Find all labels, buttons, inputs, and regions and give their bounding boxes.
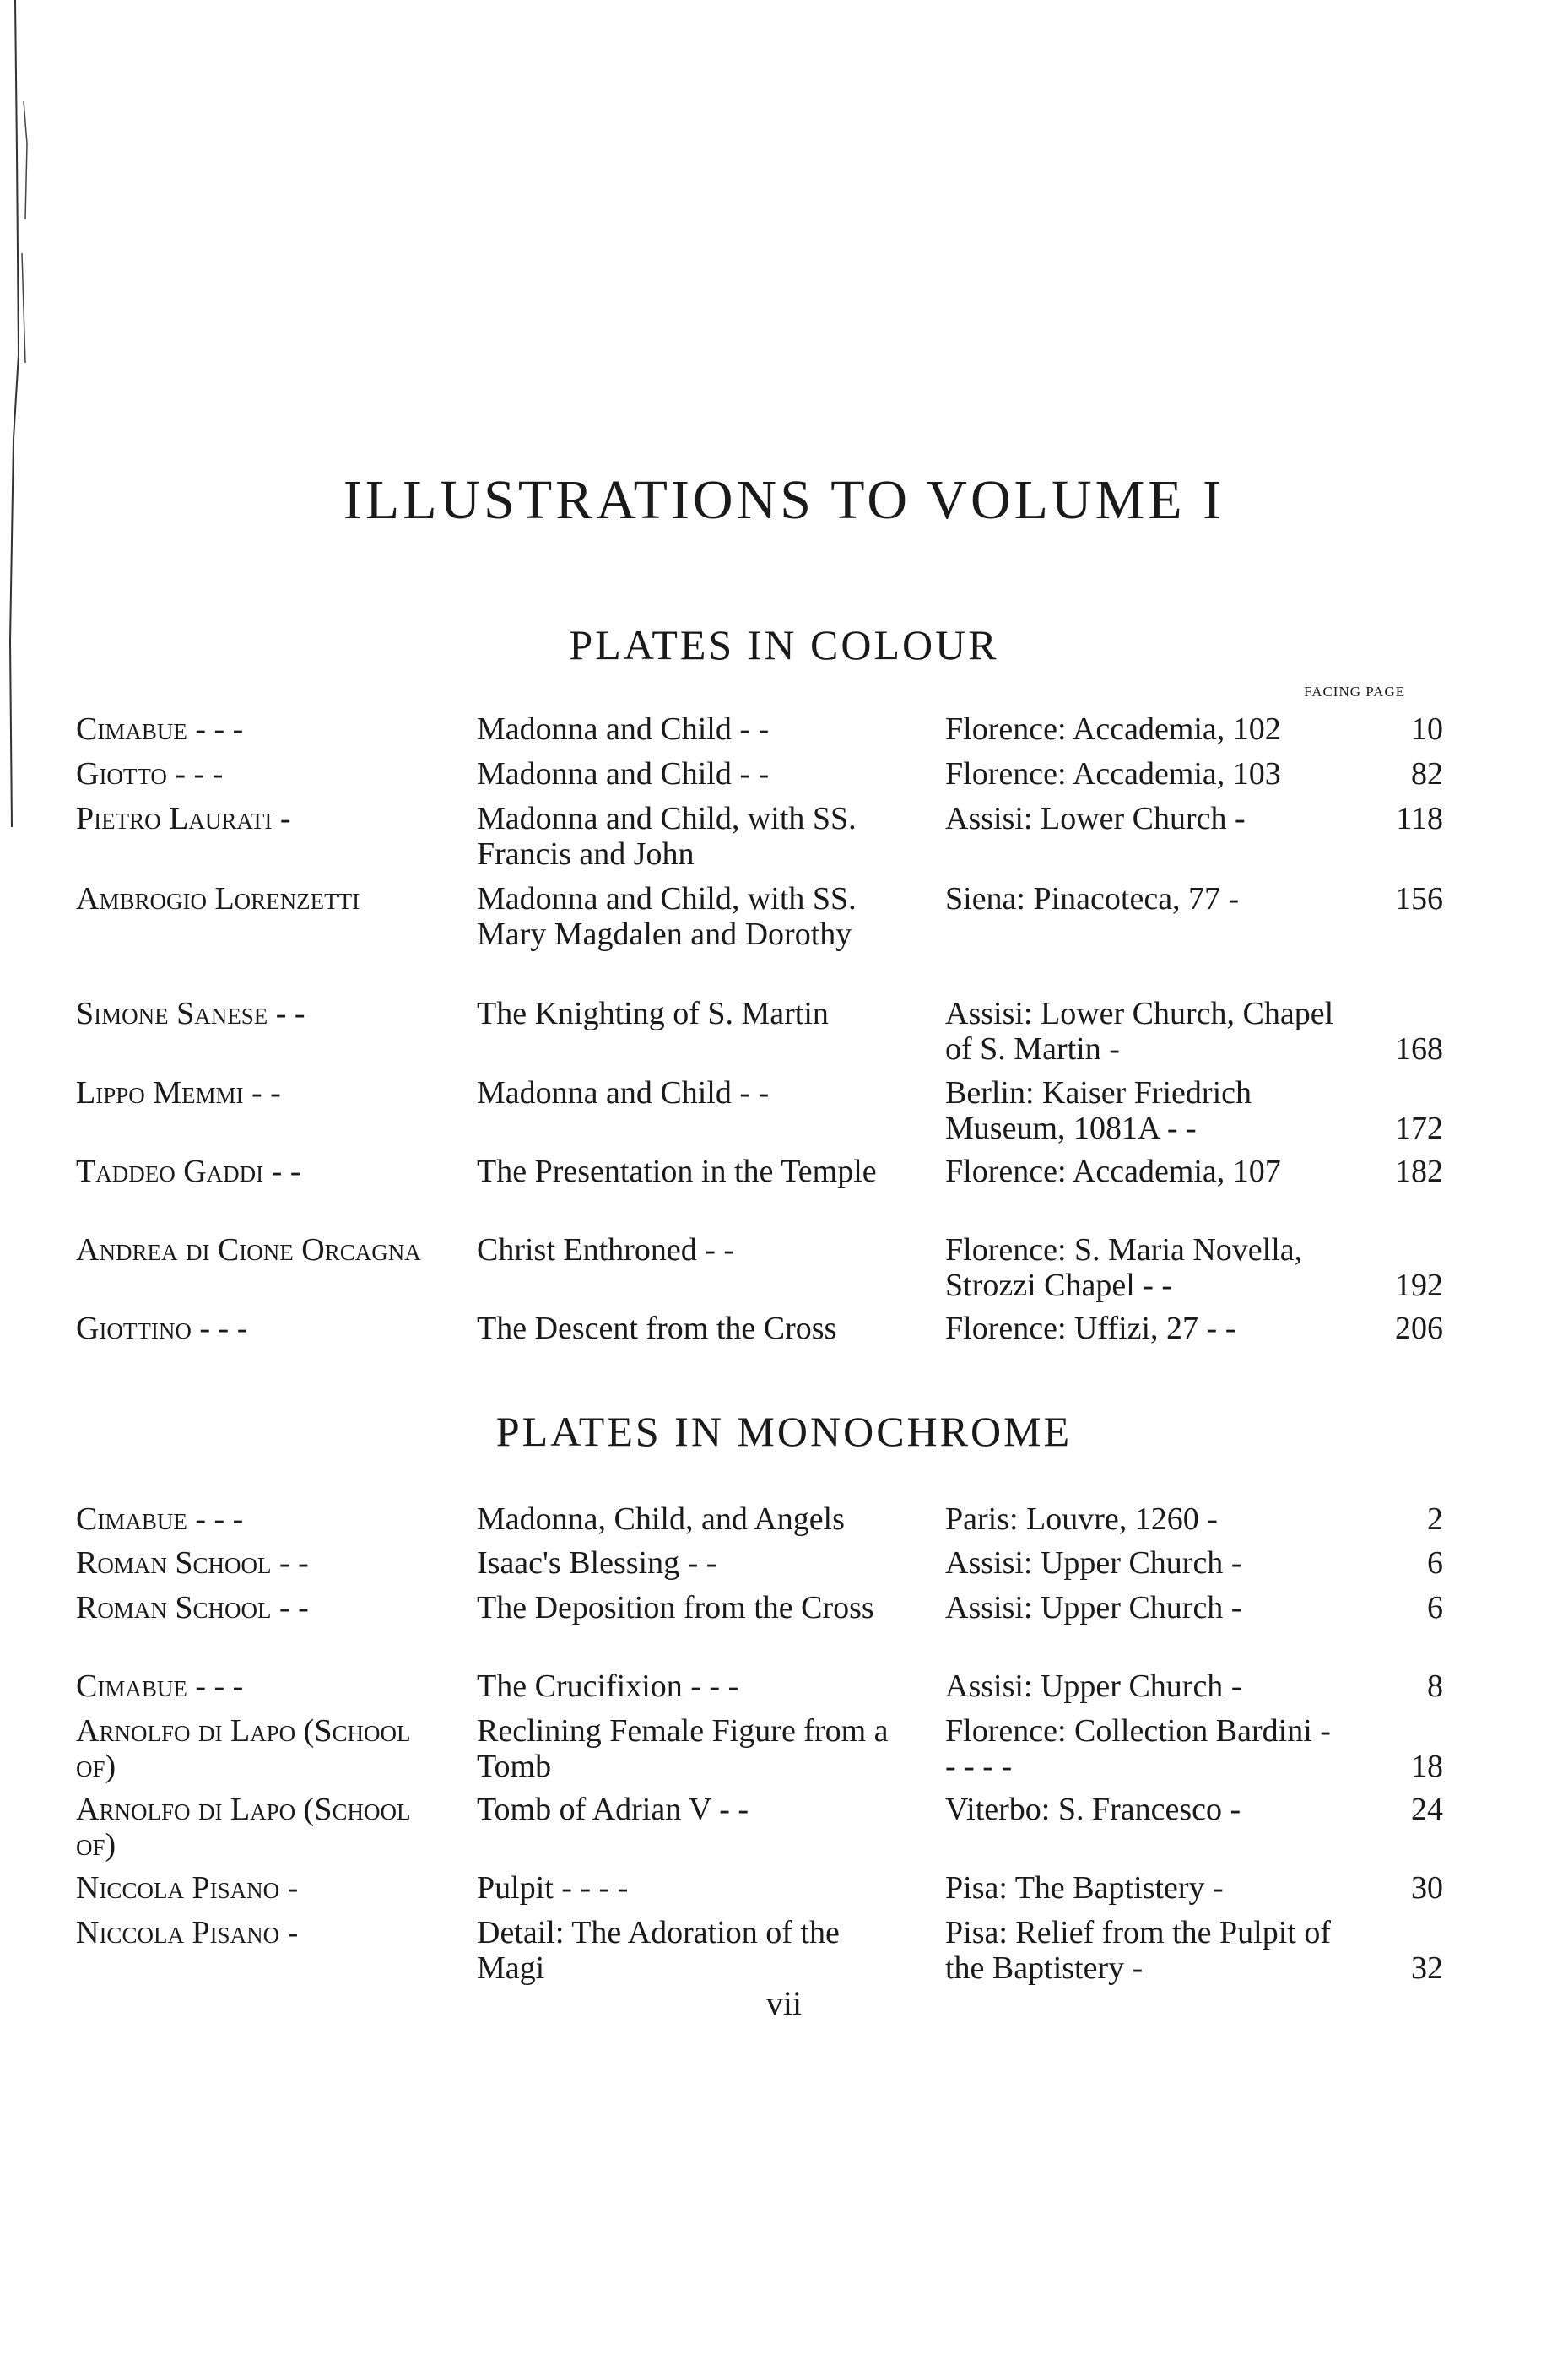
monochrome-section-heading: PLATES IN MONOCHROME — [495, 1408, 1073, 1455]
page-edge-marks — [0, 0, 51, 844]
artist-name: Niccola Pisano - — [76, 1870, 299, 1906]
plate-subject: Tomb of Adrian V - - — [477, 1792, 749, 1827]
artist-name: Giotto - - - — [76, 756, 224, 792]
page-number: 6 — [1427, 1545, 1443, 1581]
plate-location: Assisi: Lower Church - — [945, 801, 1246, 836]
plate-subject: Madonna and Child - - — [477, 1075, 770, 1111]
plate-location: Florence: Collection Bardini - - - - - — [945, 1713, 1331, 1784]
page-number: 32 — [1411, 1950, 1443, 1986]
plate-subject: The Presentation in the Temple — [477, 1154, 877, 1189]
artist-name: Giottino - - - — [76, 1311, 248, 1346]
plate-subject: Madonna and Child, with SS. Francis and John — [477, 801, 857, 872]
plate-location: Assisi: Upper Church - — [945, 1669, 1242, 1704]
plate-location: Berlin: Kaiser Friedrich Museum, 1081A - - — [945, 1075, 1252, 1146]
page-number: 168 — [1395, 1031, 1443, 1067]
page-number: 30 — [1411, 1870, 1443, 1906]
page-number: 10 — [1411, 711, 1443, 747]
plate-location: Florence: Uffizi, 27 - - — [945, 1311, 1236, 1346]
plate-location: Viterbo: S. Francesco - — [945, 1792, 1241, 1827]
artist-name: Taddeo Gaddi - - — [76, 1154, 301, 1189]
page-number: 182 — [1395, 1154, 1443, 1189]
plate-subject: Madonna and Child, with SS. Mary Magdalen and Dorothy — [477, 881, 857, 952]
plate-subject: Madonna and Child - - — [477, 711, 770, 747]
artist-name: Roman School - - — [76, 1545, 309, 1581]
plate-subject: Detail: The Adoration of the Magi — [477, 1915, 840, 1986]
facing-page-label: FACING PAGE — [1304, 684, 1406, 700]
page-number: 8 — [1427, 1669, 1443, 1704]
plate-location: Assisi: Upper Church - — [945, 1545, 1242, 1581]
plate-location: Florence: S. Maria Novella, Strozzi Chapel - - — [945, 1232, 1303, 1303]
plate-subject: Christ Enthroned - - — [477, 1232, 735, 1268]
page-number: 192 — [1395, 1268, 1443, 1303]
artist-name: Ambrogio Lorenzetti — [76, 881, 360, 917]
plate-subject: Pulpit - - - - — [477, 1870, 629, 1906]
artist-name: Cimabue - - - — [76, 711, 244, 747]
artist-name: Cimabue - - - — [76, 1669, 244, 1704]
artist-name: Roman School - - — [76, 1590, 309, 1625]
page-number: 206 — [1395, 1311, 1443, 1346]
page-number: 24 — [1411, 1792, 1443, 1827]
page-number: 18 — [1411, 1749, 1443, 1784]
plate-location: Florence: Accademia, 107 — [945, 1154, 1281, 1189]
plate-location: Siena: Pinacoteca, 77 - — [945, 881, 1240, 917]
plate-location: Pisa: The Baptistery - — [945, 1870, 1224, 1906]
page-folio: vii — [765, 1984, 803, 2022]
plate-subject: The Crucifixion - - - — [477, 1669, 739, 1704]
plate-location: Florence: Accademia, 102 — [945, 711, 1281, 747]
artist-name: Simone Sanese - - — [76, 996, 305, 1031]
artist-name: Cimabue - - - — [76, 1501, 244, 1537]
plate-location: Pisa: Relief from the Pulpit of the Baptistery - — [945, 1915, 1332, 1986]
plate-subject: Madonna, Child, and Angels — [477, 1501, 845, 1537]
page-number: 172 — [1395, 1111, 1443, 1146]
plate-subject: The Deposition from the Cross — [477, 1590, 874, 1625]
plate-subject: Madonna and Child - - — [477, 756, 770, 792]
artist-name: Niccola Pisano - — [76, 1915, 299, 1950]
plate-location: Florence: Accademia, 103 — [945, 756, 1281, 792]
plate-subject: Reclining Female Figure from a Tomb — [477, 1713, 889, 1784]
page-number: 82 — [1411, 756, 1443, 792]
plate-subject: The Descent from the Cross — [477, 1311, 837, 1346]
page-number: 156 — [1395, 881, 1443, 917]
artist-name: Lippo Memmi - - — [76, 1075, 281, 1111]
artist-name: Arnolfo di Lapo (School of) — [76, 1792, 411, 1863]
plate-location: Assisi: Upper Church - — [945, 1590, 1242, 1625]
plate-location: Paris: Louvre, 1260 - — [945, 1501, 1218, 1537]
artist-name: Andrea di Cione Orcagna — [76, 1232, 421, 1268]
plate-location: Assisi: Lower Church, Chapel of S. Martin - — [945, 996, 1334, 1067]
plate-subject: Isaac's Blessing - - — [477, 1545, 717, 1581]
plate-subject: The Knighting of S. Martin — [477, 996, 829, 1031]
artist-name: Arnolfo di Lapo (School of) — [76, 1713, 411, 1784]
artist-name: Pietro Laurati - — [76, 801, 291, 836]
page-title: ILLUSTRATIONS TO VOLUME I — [343, 469, 1225, 531]
page-number: 6 — [1427, 1590, 1443, 1625]
colour-section-heading: PLATES IN COLOUR — [569, 621, 999, 668]
page-number: 118 — [1396, 801, 1443, 836]
page-number: 2 — [1427, 1501, 1443, 1537]
